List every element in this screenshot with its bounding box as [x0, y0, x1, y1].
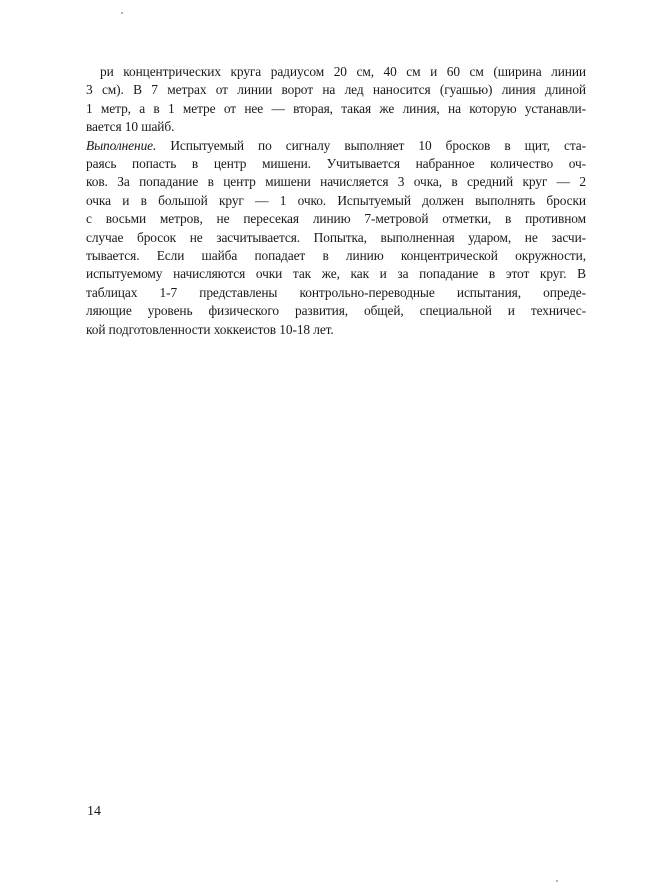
text-line: очка и в большой круг — 1 очко. Испытуемый должен выполнять броски: [86, 192, 586, 208]
text-line: с восьми метров, не пересекая линию 7-метровой отметки, в противном: [86, 211, 586, 227]
paragraph-1: [86, 63, 586, 137]
paragraph-2: [86, 137, 586, 339]
page-number: 14: [87, 804, 101, 819]
text-line: ляющие уровень физического развития, общей, специальной и техничес-: [86, 303, 586, 319]
text-line: кой подготовленности хоккеистов 10-18 лет.: [86, 321, 334, 337]
text-line: таблицах 1-7 представлены контрольно-переводные испытания, опреде-: [86, 284, 586, 300]
text-line: ков. За попадание в центр мишени начисляется 3 очка, в средний круг — 2: [86, 174, 586, 190]
scan-speck: [121, 12, 123, 14]
text-line-rest: Испытуемый по сигналу выполняет 10 бросков в щит, ста-: [156, 137, 586, 153]
text-line: раясь попасть в центр мишени. Учитывается набранное количество оч-: [86, 156, 586, 172]
text-line: ри концентрических круга радиусом 20 см, 40 см и 60 см (ширина линии: [100, 64, 586, 79]
text-line: случае бросок не засчитывается. Попытка, выполненная ударом, не засчи-: [86, 229, 586, 245]
text-line: вается 10 шайб.: [86, 119, 175, 135]
scan-speck: [556, 880, 558, 882]
text-line: [86, 137, 586, 155]
text-line: 3 см). В 7 метрах от линии ворот на лед наносится (гуашью) линия длиной: [86, 82, 586, 98]
section-lead-italic: Выполнение.: [86, 137, 157, 153]
text-line: испытуемому начисляются очки так же, как и за попадание в этот круг. В: [86, 266, 586, 282]
body-text: [86, 63, 586, 339]
text-line: тывается. Если шайба попадает в линию концентрической окружности,: [86, 248, 586, 264]
text-line: 1 метр, а в 1 метре от нее — вторая, такая же линия, на которую устанавли-: [86, 100, 586, 116]
